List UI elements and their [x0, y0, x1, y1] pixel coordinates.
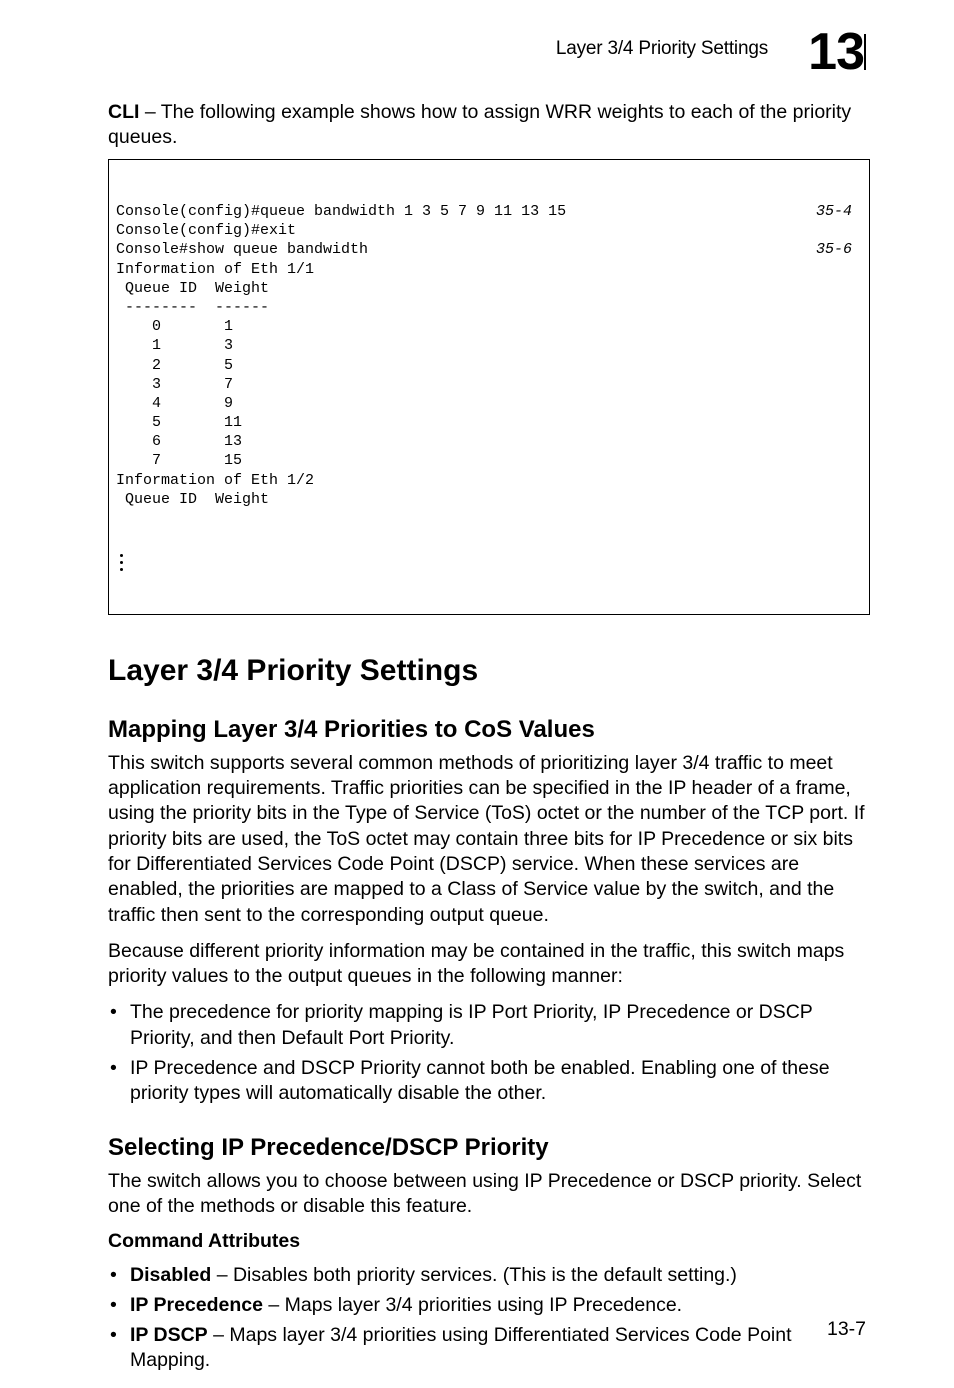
mapping-paragraph-2: Because different priority information may be contained in the traffic, this switch maps priority values to the output queues in the following manner: [108, 939, 845, 988]
attributes-list [108, 1263, 870, 1374]
list-item: • IP Precedence and DSCP Priority cannot both be enabled. Enabling one of these priority types will automatically disable the other. [110, 1057, 830, 1105]
command-reference: 35-4 [815, 203, 852, 220]
code-example [108, 159, 870, 615]
list-item: • IP Precedence – Maps layer 3/4 priorities using IP Precedence. [108, 1293, 870, 1318]
code-line: 5 11 [116, 414, 243, 432]
code-line: Queue ID Weight [116, 490, 270, 508]
running-header-title: Layer 3/4 Priority Settings [555, 38, 768, 59]
mapping-paragraph-1: This switch supports several common methods of prioritizing layer 3/4 traffic to meet application requirements. Traffic priorities can be specified in the IP header of a frame, using the priority bits in the Type of Service (ToS) octet or the number of the TCP port. If priority bits are used, the ToS octet may contain three bits for IP Precedence or six bits for Differentiated Services Code Point (DSCP) service. When these services are enabled, the priorities are mapped to a Class of Service value by the switch, and the traffic then sent to the corresponding output queue. [108, 751, 865, 926]
selecting-paragraph: The switch allows you to choose between using IP Precedence or DSCP priority. Select one of the methods or disable this feature. [108, 1169, 862, 1217]
bullet-icon: • [110, 1324, 117, 1347]
code-line: 7 15 [116, 452, 243, 470]
mapping-bullet-list [108, 1000, 870, 1106]
command-reference: 35-6 [815, 241, 852, 259]
chapter-number: 13 [808, 23, 864, 81]
intro-text: – The following example shows how to assign WRR weights to each of the priority queues. [108, 101, 852, 149]
bullet-icon: • [110, 1001, 117, 1024]
code-line: Console(config)#queue bandwidth 1 3 5 7 9 11 13 15 35-4 [116, 203, 852, 220]
list-item: • Disabled – Disables both priority services. (This is the default setting.) [108, 1263, 870, 1288]
section-heading-mapping: Mapping Layer 3/4 Priorities to CoS Values [108, 715, 595, 743]
bullet-icon: • [110, 1057, 117, 1080]
command-attributes-heading: Command Attributes [108, 1230, 301, 1253]
page-content [108, 100, 870, 1379]
list-item: • The precedence for priority mapping is IP Port Priority, IP Precedence or DSCP Priority, and then Default Port Priority. [110, 1001, 813, 1049]
intro-label: CLI [108, 101, 140, 123]
code-line: 2 5 [116, 356, 234, 374]
code-line: 1 3 [116, 337, 234, 355]
code-line: Console#show queue bandwidth 35-6 [116, 241, 852, 259]
header-divider [864, 34, 866, 70]
code-line: 0 1 [116, 318, 234, 336]
code-line: Queue ID Weight [116, 279, 270, 297]
list-item: • IP DSCP – Maps layer 3/4 priorities using Differentiated Services Code Point Mapping. [110, 1324, 792, 1372]
page-number: 13-7 [826, 1318, 866, 1340]
code-line: Console(config)#exit [116, 222, 297, 240]
code-line: 4 9 [116, 394, 234, 412]
code-line: 3 7 [116, 375, 234, 393]
bullet-icon: • [110, 1263, 117, 1286]
code-line: Information of Eth 1/2 [116, 471, 315, 489]
bullet-icon: • [110, 1293, 117, 1316]
section-heading-selecting: Selecting IP Precedence/DSCP Priority [108, 1133, 549, 1161]
code-line: 6 13 [116, 433, 243, 451]
code-line: -------- ------ [116, 298, 270, 316]
intro-paragraph [108, 100, 870, 151]
page-heading: Layer 3/4 Priority Settings [108, 653, 479, 687]
ellipsis-dots [116, 547, 862, 571]
code-line: Information of Eth 1/1 [116, 260, 315, 278]
